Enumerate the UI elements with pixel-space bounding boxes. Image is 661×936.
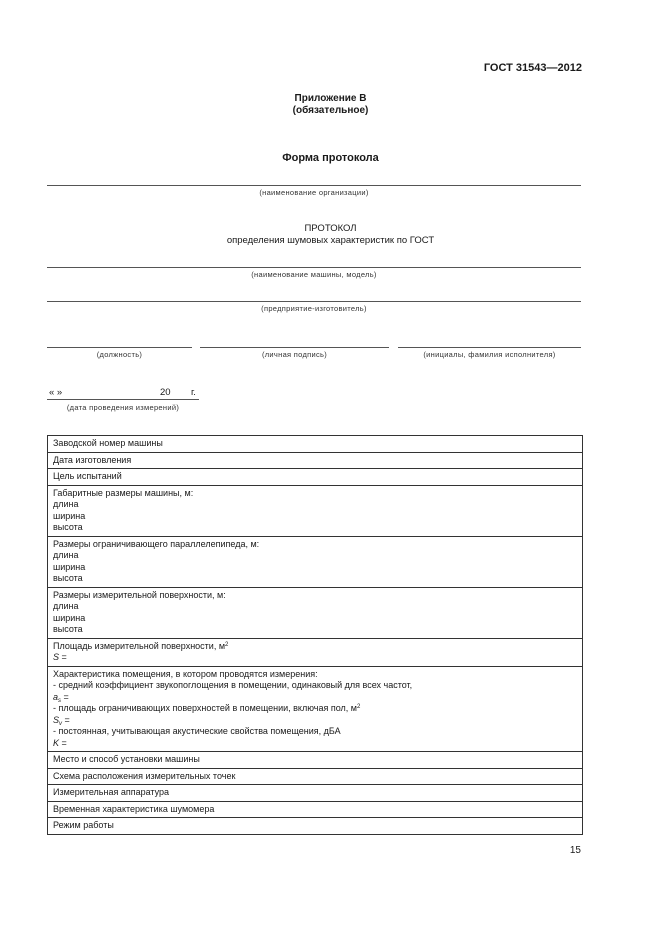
purpose-cell: Цель испытаний xyxy=(48,469,583,486)
bounding-box-length: длина xyxy=(53,550,79,560)
room-title: Характеристика помещения, в котором проводятся измерения: xyxy=(53,668,318,679)
date-line xyxy=(47,399,199,400)
table-row xyxy=(48,768,583,785)
standard-header: ГОСТ 31543—2012 xyxy=(483,62,582,74)
date-caption: (дата проведения измерений) xyxy=(66,403,180,412)
form-title: Форма протокола xyxy=(282,152,379,164)
manufacturer-caption: (предприятие-изготовитель) xyxy=(261,304,367,313)
dimensions-title: Габаритные размеры машины, м: xyxy=(53,487,194,498)
table-row xyxy=(48,469,583,486)
room-absorption-value: $a_s$ = xyxy=(53,691,69,704)
surface-length: длина xyxy=(53,601,79,611)
table-row xyxy=(48,536,583,587)
surface-cell xyxy=(48,587,583,638)
table-row xyxy=(48,818,583,835)
serial-cell: Заводской номер машины xyxy=(48,436,583,453)
area-value: S = xyxy=(53,652,67,662)
initials-line xyxy=(398,347,581,348)
date-quotes: « » xyxy=(49,387,63,398)
organization-line xyxy=(47,185,581,186)
table-row xyxy=(48,452,583,469)
dimensions-cell xyxy=(48,485,583,536)
room-absorption: - средний коэффициент звукопоглощения в помещении, одинаковый для всех частот, xyxy=(53,680,413,690)
surface-width: ширина xyxy=(53,612,86,623)
table-row xyxy=(48,587,583,638)
manufacturer-line xyxy=(47,301,581,302)
time-characteristic-cell: Временная характеристика шумомера xyxy=(48,801,583,818)
bounding-box-width: ширина xyxy=(53,561,86,572)
protocol-table xyxy=(47,435,583,835)
room-surface-area: - площадь ограничивающих поверхностей в помещении, включая пол, $м^2$ xyxy=(53,703,361,713)
room-surface-area-value: $S_v$ = xyxy=(53,714,70,727)
page-number: 15 xyxy=(569,845,581,856)
date-year-suffix: г. xyxy=(191,387,196,398)
protocol-subtitle: определения шумовых характеристик по ГОСТ xyxy=(226,235,435,246)
signature-line xyxy=(200,347,389,348)
points-cell: Схема расположения измерительных точек xyxy=(48,768,583,785)
mode-cell: Режим работы xyxy=(48,818,583,835)
room-constant-value: K = xyxy=(53,737,67,748)
position-caption: (должность) xyxy=(96,350,143,359)
table-row xyxy=(48,801,583,818)
area-title: Площадь измерительной поверхности, $м^2$ xyxy=(53,640,229,651)
table-row xyxy=(48,436,583,453)
equipment-cell: Измерительная аппаратура xyxy=(48,785,583,802)
table-row xyxy=(48,785,583,802)
room-cell xyxy=(48,666,583,752)
date-year: 20 xyxy=(160,387,171,398)
appendix-title: Приложение В xyxy=(294,93,367,104)
machine-caption: (наименование машины, модель) xyxy=(251,270,377,279)
surface-height: высота xyxy=(53,624,83,634)
protocol-title: ПРОТОКОЛ xyxy=(304,223,357,234)
appendix-subtitle: (обязательное) xyxy=(292,105,369,116)
signature-caption: (личная подпись) xyxy=(261,350,328,359)
bounding-box-cell xyxy=(48,536,583,587)
organization-caption: (наименование организации) xyxy=(259,188,369,197)
surface-title: Размеры измерительной поверхности, м: xyxy=(53,589,226,600)
table-row xyxy=(48,666,583,752)
dimensions-width: ширина xyxy=(53,510,86,521)
dimensions-height: высота xyxy=(53,522,83,532)
room-constant: - постоянная, учитывающая акустические свойства помещения, дБА xyxy=(53,726,341,736)
table-row xyxy=(48,638,583,666)
bounding-box-height: высота xyxy=(53,573,83,583)
area-cell xyxy=(48,638,583,666)
table-row xyxy=(48,485,583,536)
location-cell: Место и способ установки машины xyxy=(48,752,583,769)
machine-line xyxy=(47,267,581,268)
dimensions-length: длина xyxy=(53,499,79,509)
table-row xyxy=(48,752,583,769)
manufacture-date-cell: Дата изготовления xyxy=(48,452,583,469)
bounding-box-title: Размеры ограничивающего параллелепипеда, м: xyxy=(53,538,260,549)
position-line xyxy=(47,347,192,348)
initials-caption: (инициалы, фамилия исполнителя) xyxy=(423,350,556,359)
